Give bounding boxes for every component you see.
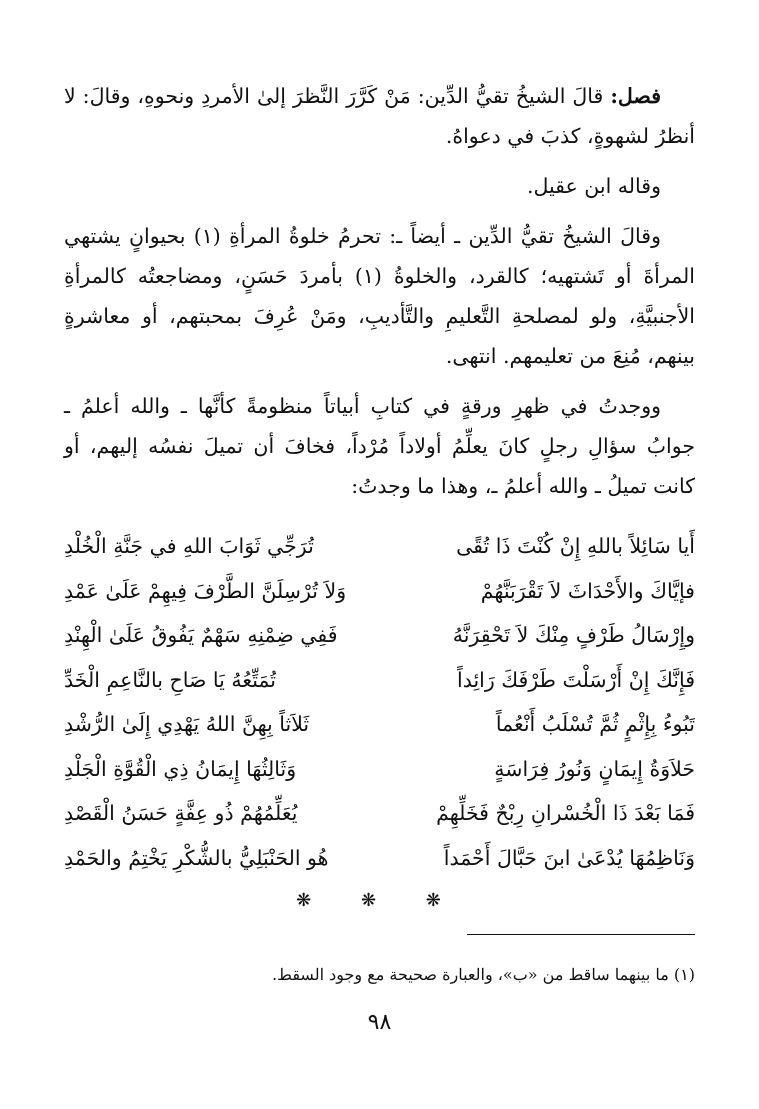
verse-second-hemistich: وَثَالِثُهَا إِيمَانُ ذِي الْقُوَّةِ الْجَلْدِ: [64, 756, 297, 781]
paragraph-4: ووجدتُ في ظهرِ ورقةٍ في كتابِ أبياتاً منظومةً كأنَّها ـ والله أعلمُ ـ جوابُ سؤالِ رجلٍ كانَ يعلِّمُ أولاداً مُرْداً، فخافَ أن تميلَ نفسُه إليهم، أو كانت تميلُ ـ والله أعلمُ ـ، وهذا ما وجدتُ:: [64, 394, 695, 498]
paragraph-3: وقالَ الشيخُ تقيُّ الدِّين ـ أيضاً ـ: تحرمُ خلوةُ المرأةِ (١) بحيوانٍ يشتهي المرأةَ أو تَشتهيه؛ كالقرد، والخلوةُ (١) بأمردَ حَسَنٍ، ومضاجعتُه كالمرأةِ الأجنبيَّةِ، ولو لمصلحةِ التَّعليمِ والتَّأديبِ، ومَنْ عُرِفَ بمحبتهم، أو معاشرةٍ بينهم، مُنِعَ من تعليمهم. انتهى.: [64, 224, 695, 368]
paragraph-1-text: قالَ الشيخُ تقيُّ الدِّين: مَنْ كَرَّرَ النَّظرَ إلىٰ الأمردِ ونحوهِ، وقالَ: لا أنظرُ لشهوةٍ، كذبَ في دعواهُ.: [64, 84, 695, 148]
section-heading: فصل:: [610, 84, 661, 108]
verse-second-hemistich: وَلاَ تُرْسِلَنَّ الطَّرْفَ فِيهِمْ عَلَىٰ عَمْدِ: [64, 578, 347, 603]
verse-second-hemistich: فَفِي ضِمْنِهِ سَهْمٌ يَفُوقُ عَلَىٰ الْهِنْدِ: [64, 623, 338, 647]
verse-first-hemistich: تَبُوءُ بِإِثْمٍ ثُمَّ تُسْلَبُ أَنْعُماً: [495, 712, 695, 736]
verse-first-hemistich: وإِرْسَالُ طَرْفٍ مِنْكَ لاَ تَحْقِرَنَّهُ: [452, 623, 695, 647]
verse-first-hemistich: فَإِنَّكَ إِنْ أَرْسَلْتَ طَرْفَكَ رَائِداً: [457, 667, 695, 692]
poem-verse: [64, 704, 695, 749]
verse-second-hemistich: تُرَجِّي ثَوَابَ اللهِ في جَنَّةِ الْخُلْدِ: [64, 534, 314, 558]
footnote-rule: [467, 934, 695, 935]
poem-verse: [64, 615, 695, 660]
poem-verse: [64, 660, 695, 705]
footnote: (١) ما بينهما ساقط من «ب»، والعبارة صحيحة مع وجود السقط.: [272, 965, 695, 984]
poem-verse: [64, 571, 695, 616]
verse-second-hemistich: يُعَلِّمُهُمْ ذُو عِفَّةٍ حَسَنُ الْقَصْدِ: [64, 801, 298, 825]
paragraph-1: [64, 76, 695, 156]
paragraph-2: وقاله ابن عقيل.: [526, 174, 661, 198]
poem: [64, 526, 695, 882]
verse-first-hemistich: فإيَّاكَ والأَحْدَاثَ لاَ تَقْرَبَنَّهُمْ: [480, 578, 695, 603]
poem-verse: [64, 526, 695, 571]
verse-first-hemistich: فَمَا بَعْدَ ذَا الْخُسْرانِ رِبْحٌ فَخَلِّهِمْ: [436, 801, 695, 825]
verse-first-hemistich: وَنَاظِمُهَا يُدْعَىٰ ابنَ حَبَّالَ أَحْمَداً: [443, 845, 695, 870]
section-separator: ❋ ❋ ❋: [296, 890, 463, 911]
verse-first-hemistich: أَيا سَائِلاً باللهِ إِنْ كُنْتَ ذَا تُقًى: [456, 534, 695, 558]
page-number: ٩٨: [367, 1010, 392, 1035]
verse-second-hemistich: تُمَتِّعُهُ يَا صَاحِ بالنَّاعِمِ الْخَدِّ: [64, 667, 276, 692]
poem-verse: [64, 749, 695, 794]
verse-second-hemistich: هُو الحَنْبَلِيُّ بالشُّكْرِ يَخْتِمُ والحَمْدِ: [64, 845, 329, 870]
poem-verse: [64, 838, 695, 883]
prose-body: [64, 76, 695, 516]
poem-verse: [64, 793, 695, 838]
verse-first-hemistich: حَلاَوَةُ إِيمَانٍ وَنُورُ فِرَاسَةٍ: [494, 756, 695, 781]
verse-second-hemistich: ثَلاَثاً بِهِنَّ اللهُ يَهْدِي إِلَىٰ الرُّشْدِ: [64, 712, 310, 736]
